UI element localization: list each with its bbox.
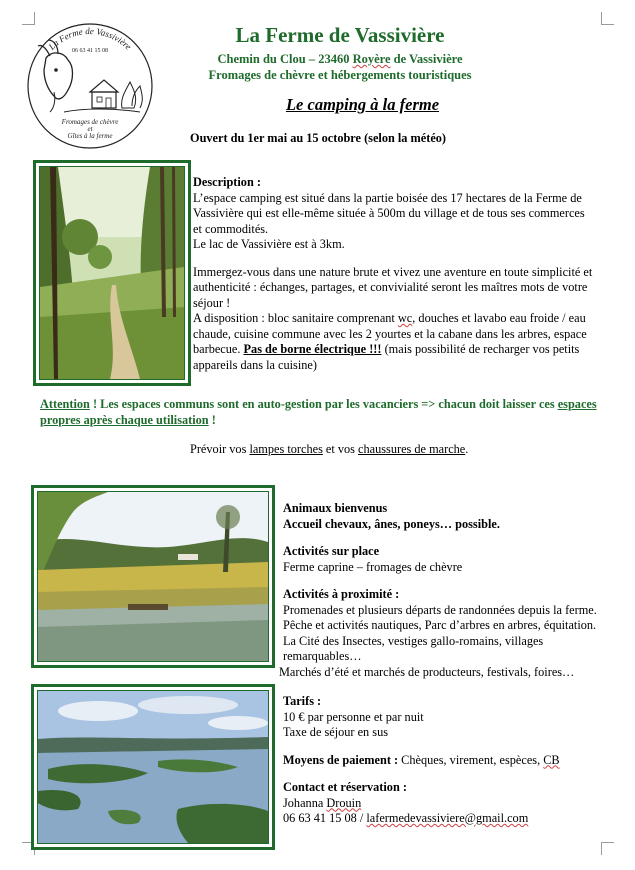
campsite-path-photo [39, 166, 185, 380]
prices-per-night: 10 € par personne et par nuit [283, 709, 424, 724]
logo-bottom-text-2: et [87, 125, 93, 133]
description-immersion: Immergez-vous dans une nature brute et vivez une aventure en toute simplicité et authenticité : échanges, partages, et convivialité seront les maîtres mots de votre séjour ! [193, 264, 593, 310]
logo-bottom-text-3: Gîtes à la ferme [67, 132, 113, 140]
attention-underlined-1: espaces [557, 397, 597, 411]
contact-phone: 06 63 41 15 08 / [283, 811, 367, 825]
contact-details [283, 811, 613, 827]
payment-title: Moyens de paiement : [283, 752, 399, 767]
facilities-text-2: , douches et lavabo eau froide / eau chaude, cuisine commune avec les 2 yourtes et la cabane dans les arbres, espace barbecue. [193, 311, 587, 356]
section-heading: Le camping à la ferme [285, 95, 440, 114]
description-label: Description : [193, 175, 261, 189]
lake-aerial-photo [37, 690, 269, 844]
document-title: La Ferme de Vassivière [235, 23, 445, 47]
practical-info-block [283, 694, 613, 827]
prices-title: Tarifs : [283, 694, 322, 708]
photo-frame-campsite [33, 160, 191, 386]
address-text: Chemin du Clou – 23460 [217, 52, 353, 66]
goat-farm-logo-drawing [24, 20, 156, 150]
attention-text: ! Les espaces communs sont en auto-gestion par les vacanciers => chacun doit laisser ces [89, 397, 558, 411]
description-lake: Le lac de Vassivière est à 3km. [193, 237, 345, 251]
description-paragraph: L’espace camping est situé dans la partie boisée des 17 hectares de la Ferme de Vassivière qui est elle-même située à 500m du village et de tous ses commerces et commodités. [193, 190, 585, 236]
bring-item-shoes: chaussures de marche [358, 442, 466, 456]
payment-methods: Chèques, virement, espèces, [398, 752, 544, 767]
facilities-text: A disposition : bloc sanitaire comprenant [193, 311, 398, 325]
activities-near-line: Pêche et activités nautiques, Parc d’arbres en arbres, équitation. [283, 618, 597, 632]
description-facilities [193, 311, 593, 373]
activities-near-line: remarquables… [283, 649, 362, 663]
activities-near-line: Promenades et plusieurs départs de randonnées depuis la ferme. [283, 602, 597, 617]
payment-line [283, 753, 613, 769]
activities-near-line: La Cité des Insectes, vestiges gallo-romains, villages [283, 633, 544, 648]
bring-items-line [190, 442, 468, 458]
address-town: Royère [352, 52, 391, 66]
contact-first-name: Johanna [283, 795, 327, 810]
activities-here-text: Ferme caprine – fromages de chèvre [283, 559, 463, 574]
activities-here-title: Activités sur place [283, 544, 380, 558]
facilities-wc: wc [397, 311, 413, 325]
address-line [180, 52, 500, 67]
logo-bottom-text-1: Fromages de chèvre [61, 118, 119, 126]
activities-near-line: Marchés d’été et marchés de producteurs, festivals, foires… [279, 664, 575, 679]
contact-last-name: Drouin [326, 795, 362, 810]
no-electric-warning: Pas de borne électrique !!! [243, 342, 382, 356]
photo-frame-pond [31, 485, 275, 668]
facilities-text-3: (mais possibilité de recharger vos petits appareils dans la cuisine) [193, 342, 580, 372]
page-corner-mark [601, 12, 614, 25]
opening-dates: Ouvert du 1er mai au 15 octobre (selon la météo) [190, 131, 447, 145]
prices-tax: Taxe de séjour en sus [283, 725, 388, 739]
logo-phone: 06 63 41 15 08 [72, 48, 108, 54]
farm-logo [24, 20, 156, 150]
attention-notice [40, 397, 600, 428]
contact-name [283, 796, 613, 812]
activities-block [279, 501, 613, 680]
attention-end: ! [208, 412, 216, 427]
animals-title: Animaux bienvenus [283, 501, 388, 515]
contact-email[interactable]: lafermedevassiviere@gmail.com [366, 811, 529, 825]
page-corner-mark [601, 842, 614, 855]
contact-title: Contact et réservation : [283, 780, 407, 794]
description-block [193, 175, 593, 373]
address-text-end: de Vassivière [390, 52, 463, 66]
attention-underlined-2: propres après chaque utilisation [40, 412, 209, 427]
logo-ring-text: La Ferme de Vassivière [46, 25, 134, 52]
bring-text-2: et vos [322, 442, 359, 456]
bring-text: Prévoir vos [190, 442, 250, 456]
attention-word: Attention [40, 397, 90, 411]
activities-near-title: Activités à proximité : [283, 587, 400, 601]
bring-end: . [465, 442, 469, 456]
animals-text: Accueil chevaux, ânes, poneys… possible. [283, 516, 500, 531]
tagline: Fromages de chèvre et hébergements touristiques [208, 68, 472, 82]
pond-meadow-photo [37, 491, 269, 662]
payment-cb: CB [543, 752, 560, 767]
photo-frame-lake [31, 684, 275, 850]
bring-item-torches: lampes torches [249, 442, 323, 456]
